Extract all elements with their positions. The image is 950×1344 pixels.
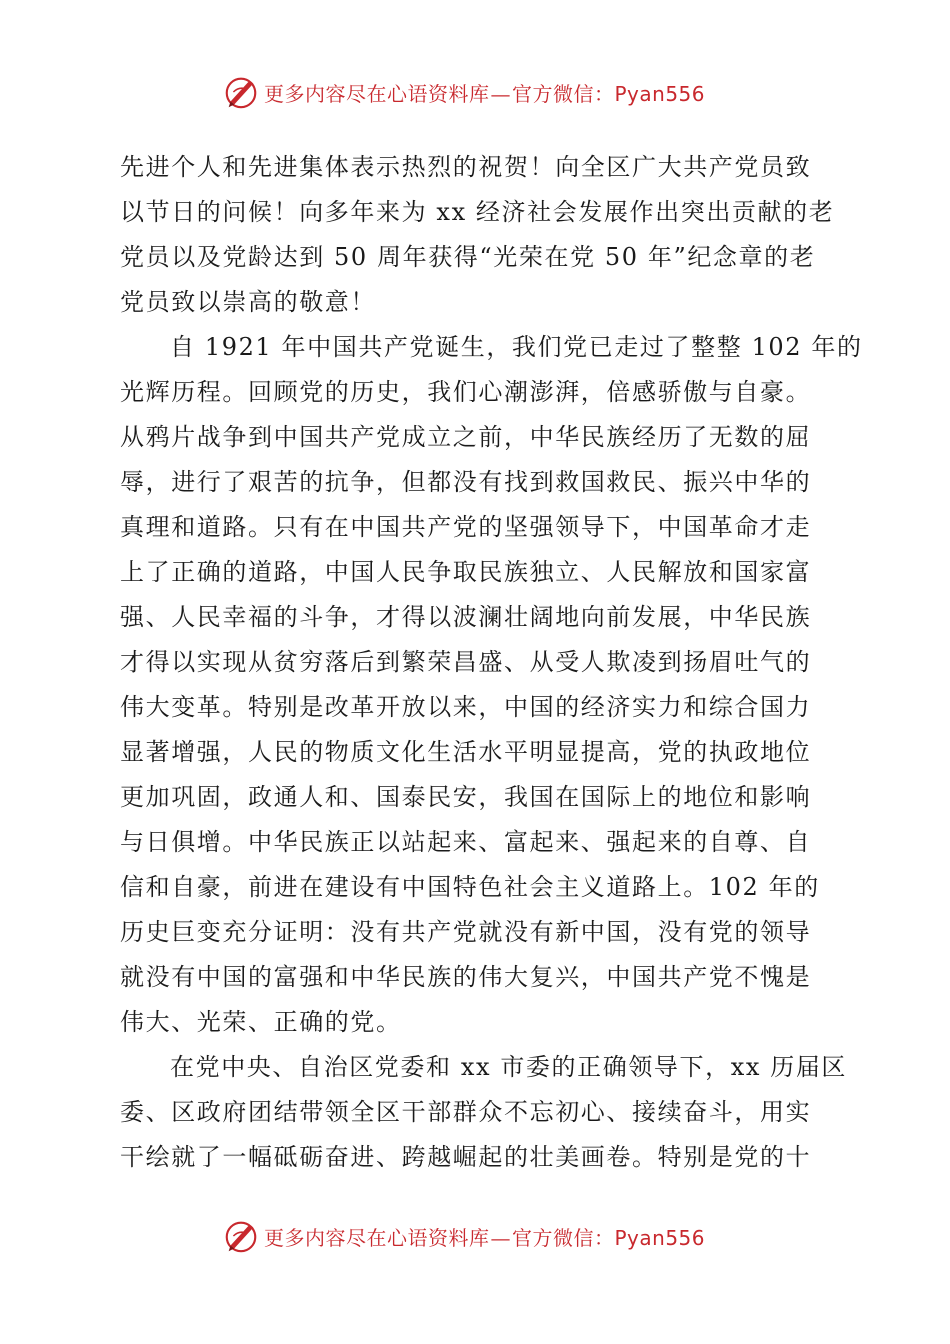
watermark-site: 更多内容尽在心语资料库	[264, 81, 490, 106]
watermark-wechat-id: Pyan556	[614, 81, 706, 106]
document-body	[120, 145, 863, 1180]
text-line: 伟大变革。特别是改革开放以来，中国的经济实力和综合国力	[120, 693, 812, 721]
pen-logo-icon	[222, 73, 260, 111]
text-line: 从鸦片战争到中国共产党成立之前，中华民族经历了无数的屈	[120, 423, 812, 451]
text-line: 先进个人和先进集体表示热烈的祝贺！向全区广大共产党员致	[120, 153, 812, 181]
watermark-text	[264, 78, 705, 107]
watermark-dash: —	[490, 1225, 511, 1250]
watermark-wechat-label: 官方微信：	[512, 81, 615, 106]
text-line: 信和自豪，前进在建设有中国特色社会主义道路上。102 年的	[120, 873, 820, 901]
text-line: 上了正确的道路，中国人民争取民族独立、人民解放和国家富	[120, 558, 812, 586]
header-watermark	[222, 70, 742, 114]
watermark-dash: —	[490, 81, 511, 106]
watermark-wechat-id: Pyan556	[614, 1225, 706, 1250]
text-line: 历史巨变充分证明：没有共产党就没有新中国，没有党的领导	[120, 918, 812, 946]
text-line: 真理和道路。只有在中国共产党的坚强领导下，中国革命才走	[120, 513, 812, 541]
paragraph	[120, 1045, 848, 1180]
text-line: 辱，进行了艰苦的抗争，但都没有找到救国救民、振兴中华的	[120, 468, 812, 496]
text-line: 委、区政府团结带领全区干部群众不忘初心、接续奋斗，用实	[120, 1098, 812, 1126]
watermark-wechat-label: 官方微信：	[512, 1225, 615, 1250]
text-line: 党员致以崇高的敬意！	[120, 288, 376, 316]
text-line: 更加巩固，政通人和、国泰民安，我国在国际上的地位和影响	[120, 783, 812, 811]
text-line: 伟大、光荣、正确的党。	[120, 1008, 402, 1036]
text-line: 才得以实现从贫穷落后到繁荣昌盛、从受人欺凌到扬眉吐气的	[120, 648, 812, 676]
text-line: 就没有中国的富强和中华民族的伟大复兴，中国共产党不愧是	[120, 963, 812, 991]
text-line: 强、人民幸福的斗争，才得以波澜壮阔地向前发展，中华民族	[120, 603, 812, 631]
text-line: 以节日的问候！向多年来为 xx 经济社会发展作出突出贡献的老	[120, 198, 835, 226]
paragraph	[120, 145, 835, 325]
paragraph	[120, 325, 863, 1045]
text-line: 干绘就了一幅砥砺奋进、跨越崛起的壮美画卷。特别是党的十	[120, 1143, 812, 1171]
pen-logo-icon	[222, 1217, 260, 1255]
text-line: 与日俱增。中华民族正以站起来、富起来、强起来的自尊、自	[120, 828, 812, 856]
text-line: 光辉历程。回顾党的历史，我们心潮澎湃，倍感骄傲与自豪。	[120, 378, 812, 406]
watermark-text	[264, 1222, 705, 1251]
watermark-site: 更多内容尽在心语资料库	[264, 1225, 490, 1250]
text-line: 自 1921 年中国共产党诞生，我们党已走过了整整 102 年的	[170, 333, 863, 361]
text-line: 在党中央、自治区党委和 xx 市委的正确领导下，xx 历届区	[170, 1053, 848, 1081]
text-line: 显著增强，人民的物质文化生活水平明显提高，党的执政地位	[120, 738, 812, 766]
footer-watermark	[222, 1214, 742, 1258]
text-line: 党员以及党龄达到 50 周年获得“光荣在党 50 年”纪念章的老	[120, 243, 816, 271]
